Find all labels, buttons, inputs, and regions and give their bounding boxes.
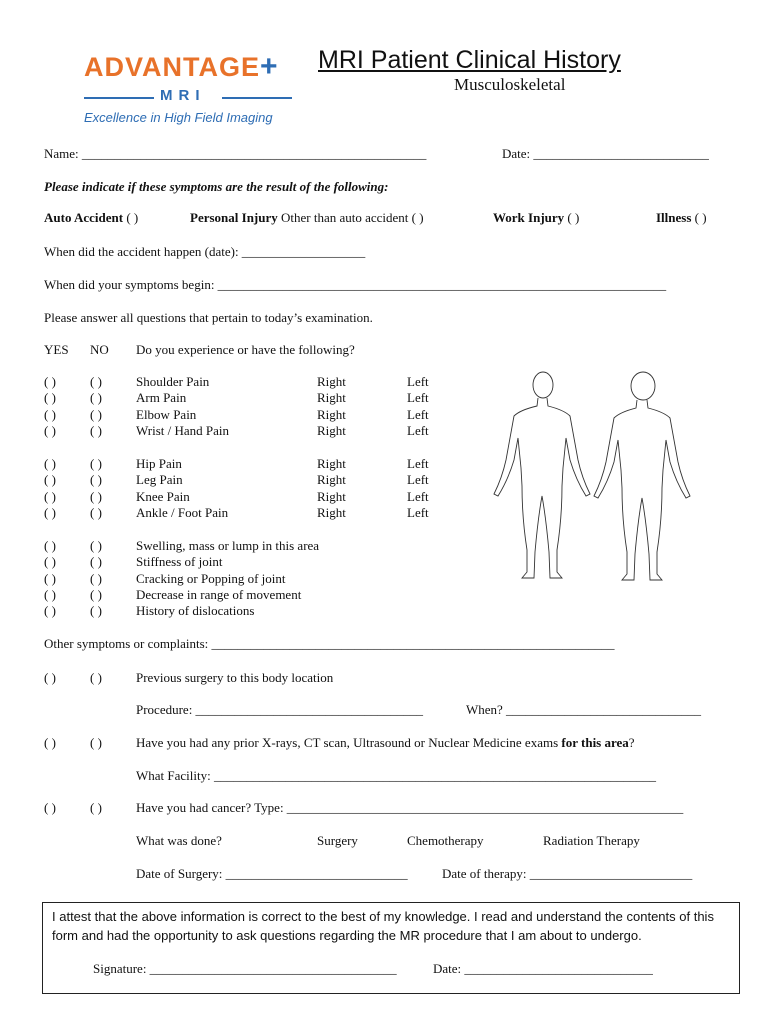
- when-field[interactable]: When? ______________________________: [466, 702, 702, 717]
- logo-plus: +: [260, 50, 278, 83]
- prior-exams-text: Have you had any prior X-rays, CT scan, Ultrasound or Nuclear Medicine exams: [136, 735, 562, 750]
- logo-tagline: Excellence in High Field Imaging: [84, 110, 273, 125]
- symptom-label: Stiffness of joint: [136, 554, 223, 570]
- side-right[interactable]: Right: [317, 406, 346, 422]
- side-left[interactable]: Left: [407, 422, 429, 438]
- symptoms-begin-field[interactable]: When did your symptoms begin: _____________________________________________________________________: [44, 277, 667, 292]
- date-field[interactable]: Date: ___________________________: [502, 146, 709, 161]
- side-left[interactable]: Left: [407, 504, 429, 520]
- question-header: Do you experience or have the following?: [136, 342, 355, 357]
- cause-illness-label: Illness: [656, 210, 692, 225]
- side-right[interactable]: Right: [317, 374, 346, 389]
- general-yes-col: [44, 538, 56, 619]
- no-checkbox[interactable]: ( ): [90, 390, 102, 406]
- upper-right-col: [317, 374, 346, 439]
- upper-yes-col: [44, 374, 56, 439]
- symptom-label: Shoulder Pain: [136, 374, 210, 389]
- no-checkbox[interactable]: ( ): [90, 472, 102, 488]
- no-checkbox[interactable]: ( ): [90, 422, 102, 438]
- no-checkbox[interactable]: ( ): [90, 488, 102, 504]
- prior-exams-end: ?: [628, 735, 635, 750]
- cause-auto[interactable]: [44, 210, 138, 226]
- side-left[interactable]: Left: [407, 488, 429, 504]
- symptom-label: Ankle / Foot Pain: [136, 504, 229, 520]
- symptom-label: Leg Pain: [136, 472, 183, 488]
- side-left[interactable]: Left: [407, 456, 429, 471]
- cause-work-box[interactable]: ( ): [567, 210, 580, 225]
- cancer-no-checkbox[interactable]: ( ): [90, 800, 102, 815]
- no-checkbox[interactable]: ( ): [90, 406, 102, 422]
- date-surgery-field[interactable]: Date of Surgery: ____________________________: [136, 866, 408, 881]
- upper-left-col: [407, 374, 429, 439]
- prior-exams-question: [136, 735, 635, 751]
- yes-header: YES: [44, 342, 69, 357]
- lower-right-col: [317, 456, 346, 521]
- no-checkbox[interactable]: ( ): [90, 538, 102, 553]
- upper-pain-list: [136, 374, 229, 439]
- cause-auto-box[interactable]: ( ): [126, 210, 139, 225]
- signature-date-field[interactable]: Date: _____________________________: [433, 961, 653, 976]
- yes-checkbox[interactable]: ( ): [44, 570, 56, 586]
- side-right[interactable]: Right: [317, 472, 346, 488]
- no-checkbox[interactable]: ( ): [90, 586, 102, 602]
- no-checkbox[interactable]: ( ): [90, 554, 102, 570]
- lower-no-col: [90, 456, 102, 521]
- general-symptom-list: [136, 538, 319, 619]
- cause-work-label: Work Injury: [493, 210, 565, 225]
- exams-no-checkbox[interactable]: ( ): [90, 735, 102, 750]
- yes-checkbox[interactable]: ( ): [44, 390, 56, 406]
- page-subtitle: Musculoskeletal: [454, 75, 566, 94]
- cancer-yes-checkbox[interactable]: ( ): [44, 800, 56, 815]
- cancer-type-field[interactable]: Have you had cancer? Type: _____________________________________________________________: [136, 800, 684, 815]
- cause-personal-label: Personal Injury: [190, 210, 278, 225]
- exams-yes-checkbox[interactable]: ( ): [44, 735, 56, 750]
- surgery-no-checkbox[interactable]: ( ): [90, 670, 102, 685]
- side-right[interactable]: Right: [317, 504, 346, 520]
- prior-exams-emphasis: for this area: [561, 735, 629, 750]
- what-done-label: What was done?: [136, 833, 222, 848]
- procedure-field[interactable]: Procedure: ___________________________________: [136, 702, 424, 717]
- previous-surgery-label: Previous surgery to this body location: [136, 670, 334, 685]
- general-no-col: [90, 538, 102, 619]
- yes-checkbox[interactable]: ( ): [44, 538, 56, 553]
- logo-rule-left: [84, 97, 154, 99]
- symptom-label: Knee Pain: [136, 488, 190, 504]
- side-right[interactable]: Right: [317, 456, 346, 471]
- no-checkbox[interactable]: ( ): [90, 456, 102, 471]
- instruction: Please indicate if these symptoms are the result of the following:: [44, 179, 389, 194]
- symptom-label: Arm Pain: [136, 390, 187, 406]
- logo-word: ADVANTAGE: [84, 52, 260, 82]
- symptom-label: Decrease in range of movement: [136, 586, 302, 602]
- lower-pain-list: [136, 456, 228, 521]
- surgery-option[interactable]: Surgery: [317, 833, 358, 848]
- no-header: NO: [90, 342, 109, 357]
- accident-date-field[interactable]: When did the accident happen (date): ___________________: [44, 244, 366, 259]
- page-title: MRI Patient Clinical History: [318, 46, 621, 74]
- yes-checkbox[interactable]: ( ): [44, 504, 56, 520]
- symptom-label: Swelling, mass or lump in this area: [136, 538, 320, 553]
- cause-work[interactable]: [493, 210, 579, 226]
- yes-checkbox[interactable]: ( ): [44, 603, 56, 619]
- symptom-label: History of dislocations: [136, 603, 255, 619]
- side-left[interactable]: Left: [407, 472, 429, 488]
- chemotherapy-option[interactable]: Chemotherapy: [407, 833, 484, 848]
- side-left[interactable]: Left: [407, 406, 429, 422]
- no-checkbox[interactable]: ( ): [90, 504, 102, 520]
- cause-personal-note[interactable]: Other than auto accident ( ): [281, 210, 424, 225]
- cause-auto-label: Auto Accident: [44, 210, 124, 225]
- lower-left-col: [407, 456, 429, 521]
- radiation-option[interactable]: Radiation Therapy: [543, 833, 640, 848]
- attestation-box: [42, 902, 740, 994]
- please-answer: Please answer all questions that pertain to today’s examination.: [44, 310, 373, 325]
- cause-personal[interactable]: [190, 210, 424, 226]
- no-checkbox[interactable]: ( ): [90, 374, 102, 389]
- symptom-label: Cracking or Popping of joint: [136, 570, 286, 586]
- yes-checkbox[interactable]: ( ): [44, 422, 56, 438]
- logo: [84, 50, 278, 84]
- symptom-label: Wrist / Hand Pain: [136, 422, 229, 438]
- yes-checkbox[interactable]: ( ): [44, 456, 56, 471]
- upper-no-col: [90, 374, 102, 439]
- yes-checkbox[interactable]: ( ): [44, 374, 56, 389]
- side-left[interactable]: Left: [407, 390, 429, 406]
- surgery-yes-checkbox[interactable]: ( ): [44, 670, 56, 685]
- yes-checkbox[interactable]: ( ): [44, 488, 56, 504]
- no-checkbox[interactable]: ( ): [90, 603, 102, 619]
- back-figure: [594, 372, 690, 580]
- name-field[interactable]: Name: _____________________________________________________: [44, 146, 427, 161]
- date-therapy-field[interactable]: Date of therapy: _________________________: [442, 866, 693, 881]
- no-checkbox[interactable]: ( ): [90, 570, 102, 586]
- yes-checkbox[interactable]: ( ): [44, 406, 56, 422]
- cause-illness[interactable]: [656, 210, 707, 226]
- yes-checkbox[interactable]: ( ): [44, 554, 56, 570]
- lower-yes-col: [44, 456, 56, 521]
- yes-checkbox[interactable]: ( ): [44, 586, 56, 602]
- side-left[interactable]: Left: [407, 374, 429, 389]
- side-right[interactable]: Right: [317, 390, 346, 406]
- symptom-label: Hip Pain: [136, 456, 182, 471]
- logo-mri: MRI: [160, 87, 206, 104]
- logo-rule-right: [222, 97, 292, 99]
- body-diagram: [480, 368, 740, 583]
- side-right[interactable]: Right: [317, 422, 346, 438]
- signature-field[interactable]: Signature: ______________________________________: [93, 961, 397, 976]
- facility-field[interactable]: What Facility: ____________________________________________________________________: [136, 768, 656, 783]
- attestation-text: I attest that the above information is correct to the best of my knowledge. I read and understand the contents of this form and had the opportunity to ask questions regarding the MR procedure that I am about to undergo.: [52, 909, 714, 943]
- other-symptoms-field[interactable]: Other symptoms or complaints: ______________________________________________________________: [44, 636, 615, 651]
- side-right[interactable]: Right: [317, 488, 346, 504]
- front-figure: [494, 372, 590, 578]
- symptom-label: Elbow Pain: [136, 406, 197, 422]
- yes-checkbox[interactable]: ( ): [44, 472, 56, 488]
- cause-illness-box[interactable]: ( ): [694, 210, 707, 225]
